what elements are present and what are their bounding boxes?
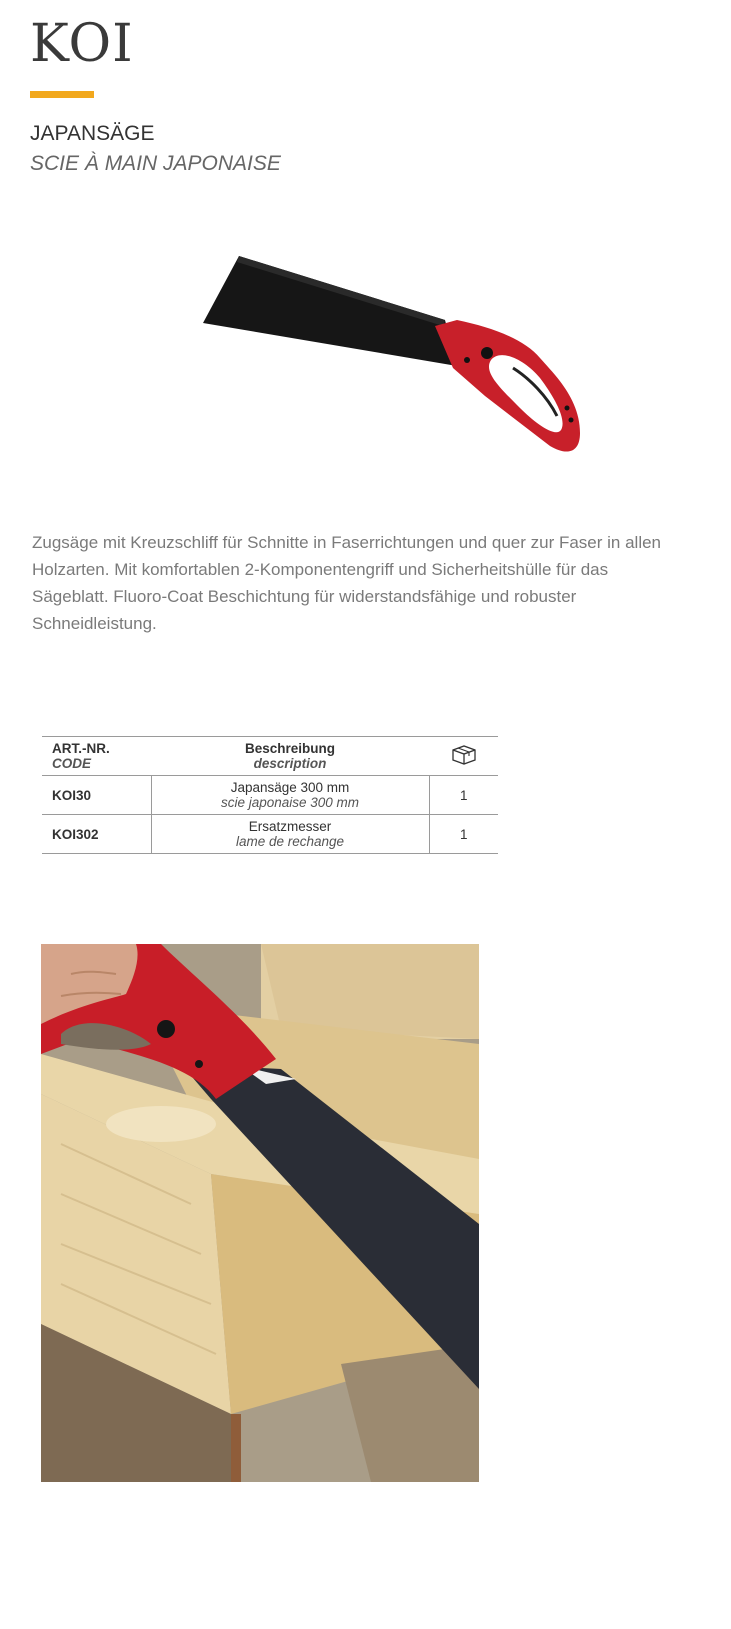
article-desc-de: Ersatzmesser [248, 819, 332, 834]
product-image-saw [195, 248, 595, 468]
product-title-fr: SCIE À MAIN JAPONAISE [30, 152, 281, 175]
article-code: KOI302 [52, 826, 99, 842]
brand-logo: KOI [30, 14, 134, 74]
usage-photo [41, 944, 479, 1482]
header-quantity [429, 737, 498, 776]
header-description: Beschreibung description [151, 737, 429, 776]
product-description: Zugsäge mit Kreuzschliff für Schnitte in Faserrichtungen und quer zur Faser in allen Holzarten. Mit komfortablen 2-Komponentengriff und Sicherheitshülle für das Sägeblatt. Fluoro-Coat Beschichtung für widerstandsfähige und robuster Schneidleistung. [32, 533, 661, 633]
article-table [42, 736, 498, 854]
article-qty: 1 [429, 815, 498, 854]
package-box-icon [451, 744, 477, 766]
article-desc-fr: scie japonaise 300 mm [220, 795, 360, 810]
article-code: KOI30 [52, 787, 92, 803]
table-row [42, 815, 498, 854]
header-code: ART.-NR. CODE [42, 737, 151, 776]
accent-bar [30, 91, 94, 98]
article-desc-de: Japansäge 300 mm [230, 780, 350, 795]
table-header-row [42, 737, 498, 776]
article-desc-fr: lame de rechange [235, 834, 345, 849]
article-qty: 1 [429, 776, 498, 815]
product-title-de: JAPANSÄGE [30, 122, 155, 145]
table-row [42, 776, 498, 815]
